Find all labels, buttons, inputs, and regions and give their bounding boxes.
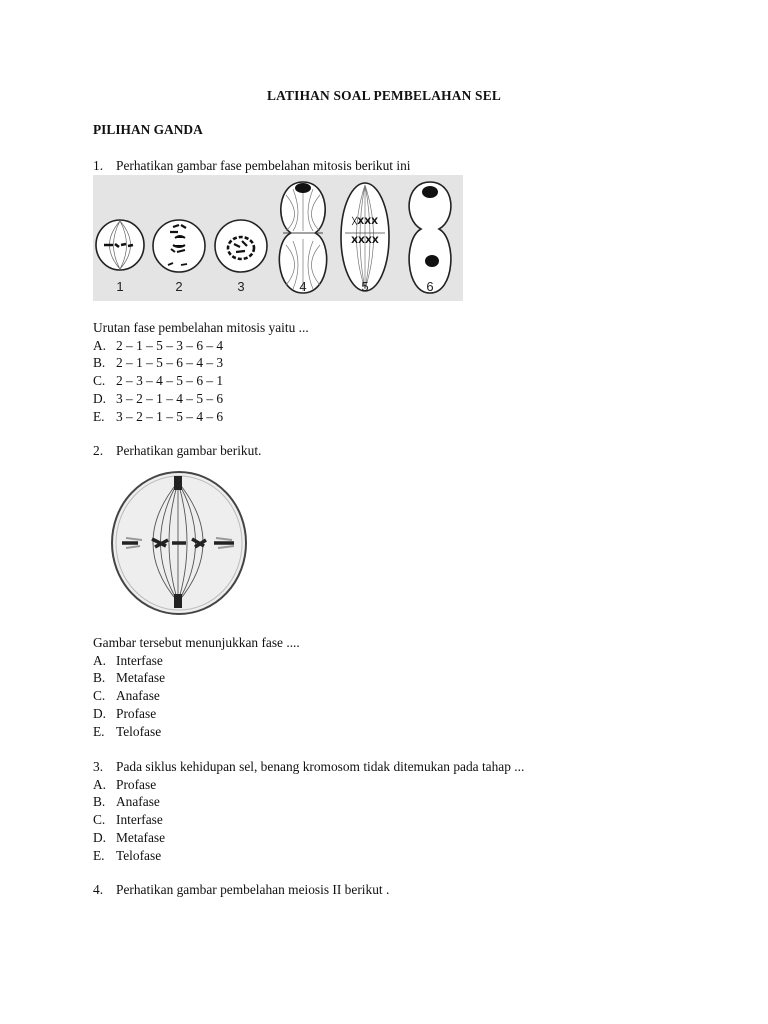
question-4 bbox=[93, 881, 613, 899]
cell-4-drawing bbox=[279, 182, 326, 293]
mitosis-phases-figure bbox=[93, 175, 463, 301]
figure-label-4: 4 bbox=[299, 279, 307, 294]
mitosis-phases-drawing bbox=[93, 175, 463, 301]
question-1-body bbox=[93, 319, 613, 425]
figure-label-2: 2 bbox=[175, 279, 183, 294]
question-3 bbox=[93, 758, 613, 864]
question-number: 2. bbox=[93, 443, 104, 458]
question-2-body bbox=[93, 634, 613, 740]
option: D. Metafase bbox=[93, 829, 166, 845]
option: B. Metafase bbox=[93, 670, 166, 686]
option: D. Profase bbox=[93, 705, 157, 721]
question-text: Perhatikan gambar pembelahan meiosis II berikut . bbox=[116, 882, 390, 897]
option: C. 2 – 3 – 4 – 5 – 6 – 1 bbox=[93, 373, 224, 389]
question-text: Perhatikan gambar berikut. bbox=[116, 443, 262, 458]
question-prompt: Gambar tersebut menunjukkan fase .... bbox=[93, 635, 300, 650]
question-prompt: Urutan fase pembelahan mitosis yaitu ... bbox=[93, 320, 309, 335]
cell-5-drawing bbox=[341, 183, 389, 291]
option: B. Anafase bbox=[93, 794, 160, 810]
figure-label-5: 5 bbox=[361, 279, 369, 294]
figure-label-3: 3 bbox=[237, 279, 245, 294]
question-1-stem bbox=[93, 157, 613, 175]
option: D. 3 – 2 – 1 – 4 – 5 – 6 bbox=[93, 390, 224, 406]
option: E. Telofase bbox=[93, 723, 162, 739]
page-title: LATIHAN SOAL PEMBELAHAN SEL bbox=[267, 88, 501, 103]
option: C. Interfase bbox=[93, 812, 163, 828]
cell-1-drawing bbox=[96, 220, 144, 270]
option: E. Telofase bbox=[93, 847, 162, 863]
metaphase-cell-drawing bbox=[108, 466, 250, 618]
figure-label-6: 6 bbox=[426, 279, 434, 294]
option: A. Interfase bbox=[93, 652, 163, 668]
cell-6-drawing bbox=[409, 182, 451, 293]
question-2-stem bbox=[93, 442, 613, 460]
cell-3-drawing bbox=[215, 220, 267, 272]
option: A. 2 – 1 – 5 – 3 – 6 – 4 bbox=[93, 337, 224, 353]
option: C. Anafase bbox=[93, 688, 160, 704]
figure-label-1: 1 bbox=[116, 279, 124, 294]
cell-division-figure bbox=[108, 466, 250, 618]
svg-text:ᚷXXX: ᚷXXX bbox=[351, 217, 379, 227]
svg-text:XXXX: XXXX bbox=[351, 236, 379, 246]
option: E. 3 – 2 – 1 – 5 – 4 – 6 bbox=[93, 408, 224, 424]
cell-2-drawing bbox=[153, 220, 205, 272]
option: B. 2 – 1 – 5 – 6 – 4 – 3 bbox=[93, 355, 224, 371]
question-number: 4. bbox=[93, 882, 104, 897]
option: A. Profase bbox=[93, 776, 157, 792]
question-number: 3. bbox=[93, 759, 104, 774]
question-text: Pada siklus kehidupan sel, benang kromosom tidak ditemukan pada tahap ... bbox=[116, 759, 525, 774]
question-number: 1. bbox=[93, 158, 104, 173]
section-heading: PILIHAN GANDA bbox=[93, 122, 203, 137]
question-text: Perhatikan gambar fase pembelahan mitosis berikut ini bbox=[116, 158, 411, 173]
